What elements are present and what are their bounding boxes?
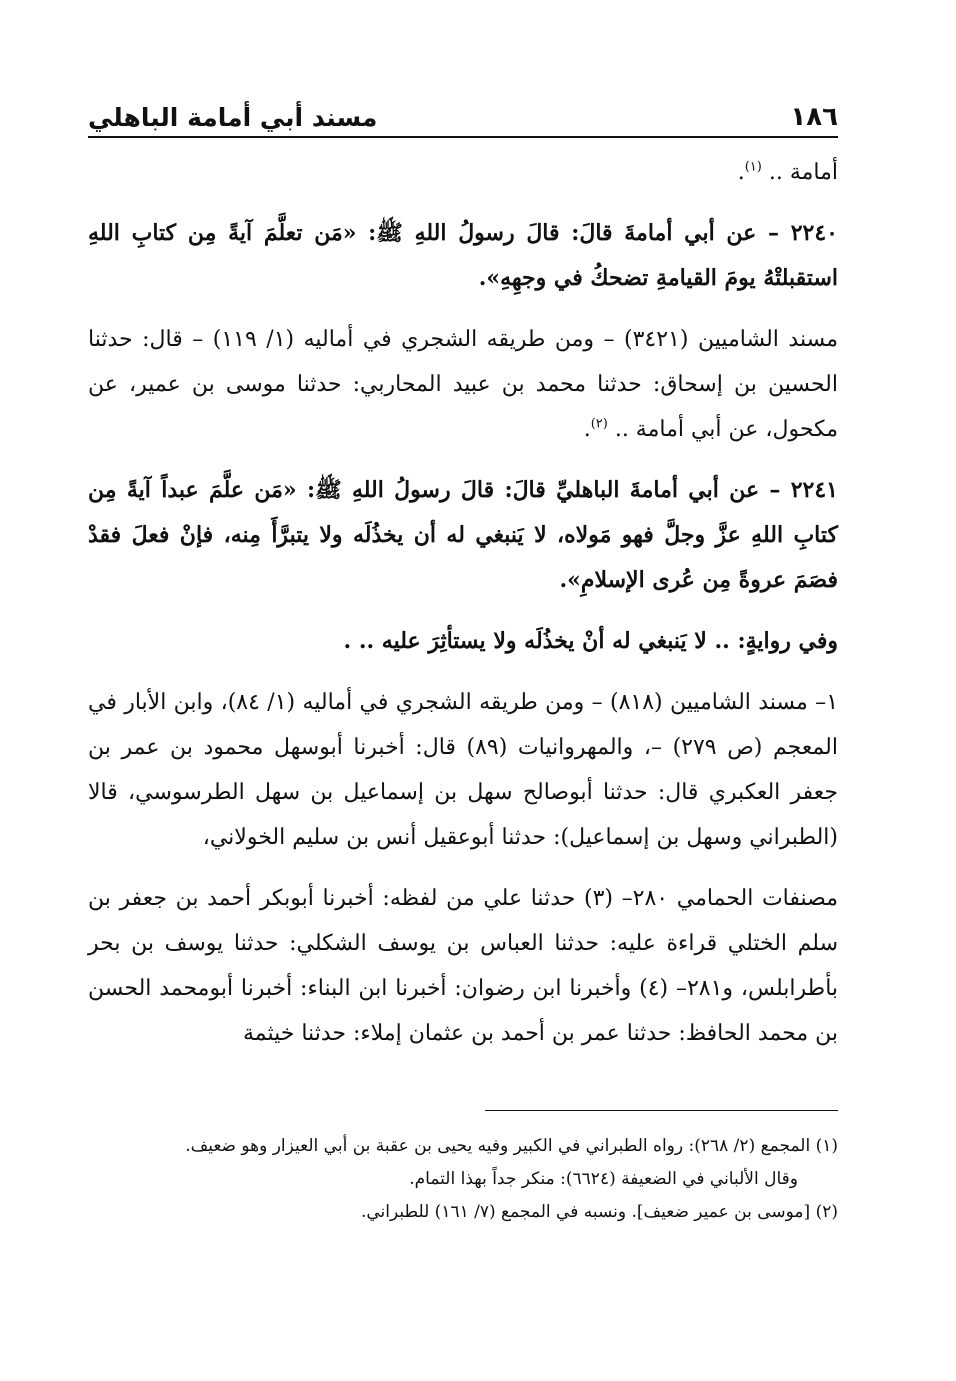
riwaya-2241: وفي روايةٍ: .. لا يَنبغي له أنْ يخذُلَه ولا يستأثِرَ عليه .. .	[343, 628, 838, 654]
footnote-ref-1: (١)	[744, 159, 762, 175]
footnote-ref-2: (٢)	[590, 416, 608, 432]
source-2240	[88, 317, 838, 452]
source-2241-a: ١– مسند الشاميين (٨١٨) – ومن طريقه الشجري في أماليه (١/ ٨٤)، وابن الأبار في المعجم (ص ٢٧٩) –، والمهروانيات (٨٩) قال: أخبرنا أبوسهل محمود بن عمر بن جعفر العكبري قال: حدثنا أبوصالح سهل بن إسماعيل بن سهل الطرسوسي، قالا (الطبراني وسهل بن إسماعيل): حدثنا أبوعقيل أنس بن سليم الخولاني،	[88, 690, 839, 850]
hadith-2241: ٢٢٤١ – عن أبي أمامةَ الباهليِّ قالَ: قالَ رسولُ اللهِ ﷺ: «مَن علَّمَ عبداً آيةً مِن كتابِ اللهِ عزَّ وجلَّ فهو مَولاه، لا يَنبغي له أن يخذُلَه ولا يتبرَّأَ مِنه، فإنْ فعلَ فقدْ فصَمَ عروةً مِن عُرى الإسلامِ».	[88, 477, 838, 593]
source-2241-b: مصنفات الحمامي ٢٨٠– (٣) حدثنا علي من لفظه: أخبرنا أبوبكر أحمد بن جعفر بن سلم الختلي قراءة عليه: حدثنا العباس بن يوسف الشكلي: حدثنا يوسف بن بحر بأطرابلس، و٢٨١– (٤) وأخبرنا ابن رضوان: أخبرنا ابن البناء: أخبرنا أبومحمد الحسن بن محمد الحافظ: حدثنا عمر بن أحمد بن عثمان إملاء: حدثنا خيثمة	[88, 886, 839, 1046]
footnote-rule	[485, 1110, 838, 1111]
footnote-2: (٢) [موسى بن عمير ضعيف]. ونسبه في المجمع (٧/ ١٦١) للطبراني.	[360, 1202, 838, 1222]
page-header	[88, 88, 838, 132]
continuation-end: .	[737, 160, 745, 185]
source-2240-end: .	[583, 417, 591, 442]
continuation-text: أمامة ..	[761, 160, 838, 185]
footnote-1: (١) المجمع (٢/ ٢٦٨): رواه الطبراني في الكبير وفيه يحيى بن عقبة بن أبي العيزار وهو ضعيف.	[185, 1136, 838, 1156]
page-number: ١٨٦	[790, 102, 838, 132]
main-text	[88, 150, 838, 1072]
footnotes	[88, 1130, 838, 1229]
footnote-1-continued: وقال الألباني في الضعيفة (٦٦٢٤): منكر جداً بهذا التمام.	[409, 1169, 798, 1189]
running-title: مسند أبي أمامة الباهلي	[88, 103, 378, 132]
hadith-2240: ٢٢٤٠ – عن أبي أمامةَ قالَ: قالَ رسولُ اللهِ ﷺ: «مَن تعلَّمَ آيةً مِن كتابِ اللهِ استقبلتْهُ يومَ القيامةِ تضحكُ في وجهِهِ».	[88, 220, 838, 291]
header-rule	[88, 136, 838, 138]
continuation-line	[88, 150, 838, 195]
source-2240-text: مسند الشاميين (٣٤٢١) – ومن طريقه الشجري في أماليه (١/ ١١٩) – قال: حدثنا الحسين بن إسحاق: حدثنا محمد بن عبيد المحاربي: حدثنا موسى بن عمير، عن مكحول، عن أبي أمامة ..	[88, 327, 839, 442]
